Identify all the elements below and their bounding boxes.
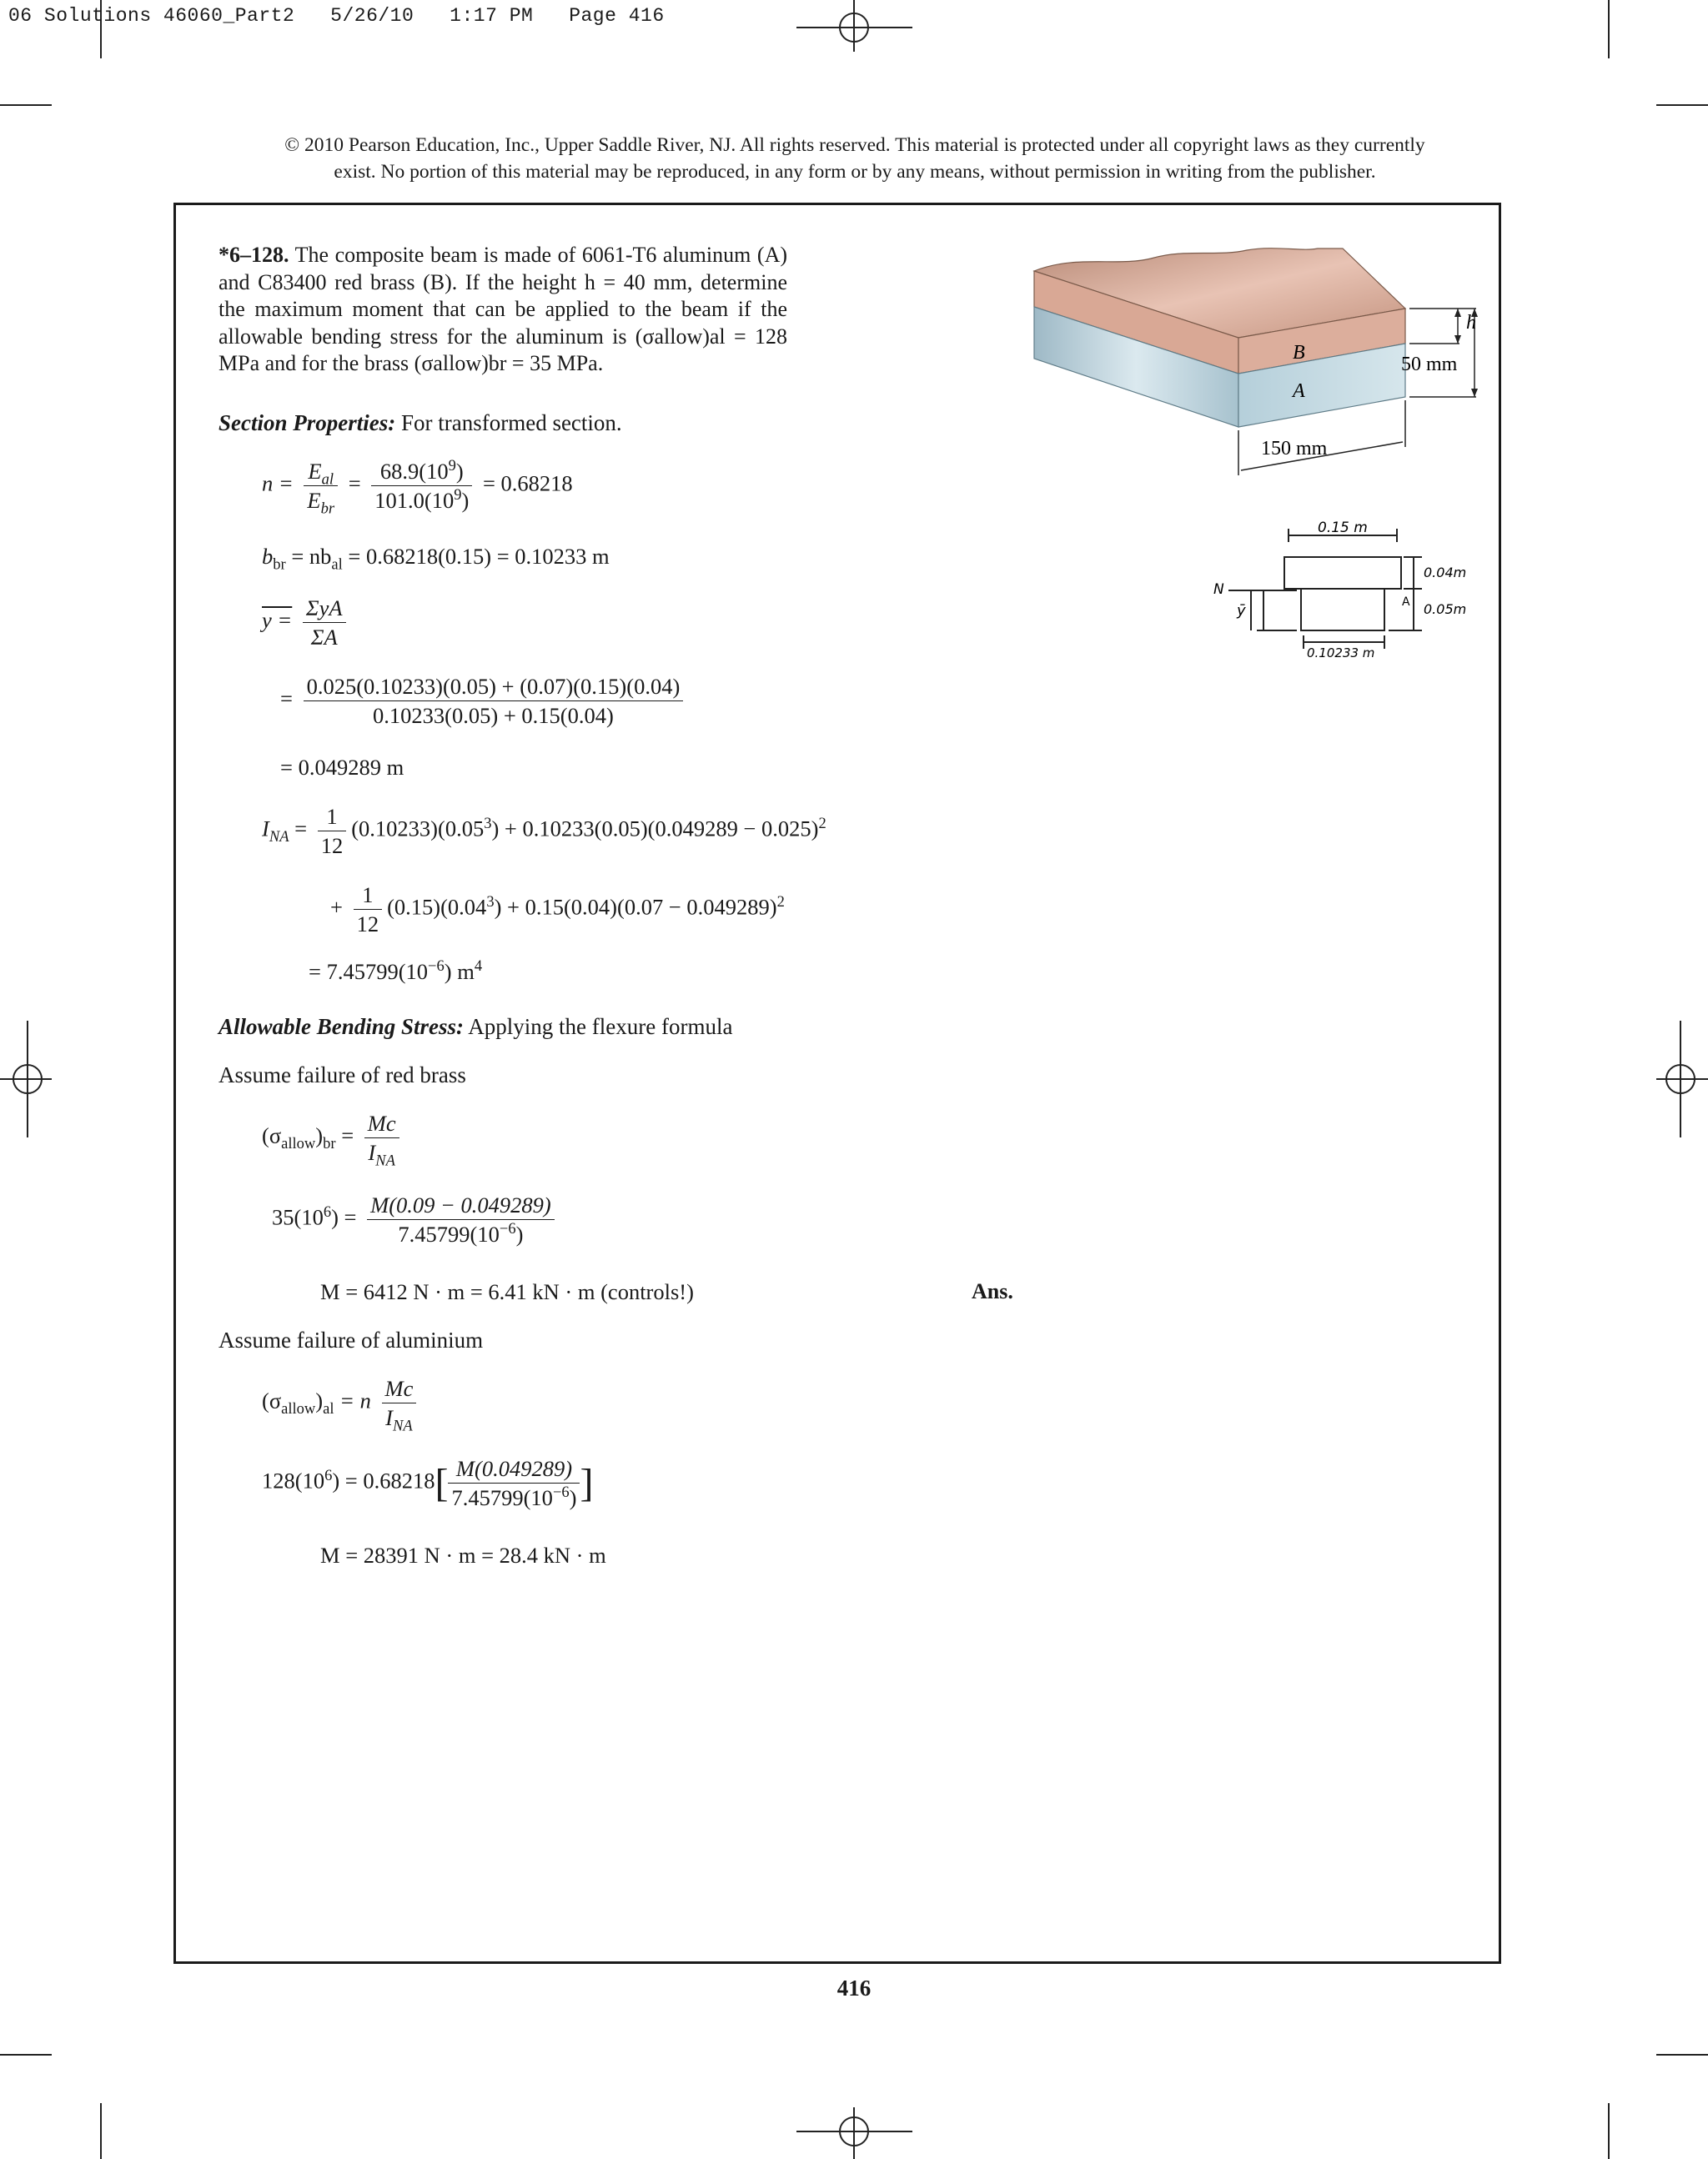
equation-brass-flexure: $(\sigma_{allow})_{br}$ = $\frac{Mc}{I_{NA}}$ [262,1109,404,1167]
equation-inertia-1: $I_{NA}$ = $\frac{1}{12}$ $(0.10233)(0.05^3) + 0.10233(0.05)(0.049289 - 0.025)^2$ [262,804,826,858]
page-number: 416 [836,1976,872,2001]
equation-centroid: y = $\frac{\text{ΣyA}}{\Sigma A}$ [262,594,351,651]
equation-brass-values: $35(10^6)$ = $\frac{M(0.09 - 0.049289)}{7.45799(10^{-6})}$ [272,1191,560,1248]
equation-transformed-width: $b_{br} = nb_{al} = 0.68218(0.15) = 0.10233$ m [262,544,610,574]
equation-inertia-result: = $7.45799(10^{-6})$ $m^4$ [309,957,483,984]
sketch-height-top: 0.04m [1424,565,1467,580]
assume-aluminium-text: Assume failure of aluminium [219,1328,484,1353]
dim-50mm: 50 mm [1401,354,1458,375]
equation-aluminium-values: $128(10^6) = 0.68218$[ $\frac{M(0.049289)}{7.45799(10^{-6})}$ ] [262,1456,594,1510]
section-sketch [1213,517,1480,663]
sketch-label-ybar: ȳ [1237,602,1246,620]
equation-aluminium-flexure: $(\sigma_{allow})_{al} = n$ $\frac{Mc}{I_{NA}}$ [262,1374,421,1432]
equation-brass-result: M = 6412 N · m = 6.41 kN · m (controls!) [320,1279,694,1304]
copyright-line-1: © 2010 Pearson Education, Inc., Upper Saddle River, NJ. All rights reserved. This material is protected under all copyright laws as they currently [284,134,1425,156]
sketch-label-a: A [1402,595,1410,609]
sketch-width-top: 0.15 m [1318,520,1368,536]
answer-label: Ans. [972,1279,1013,1303]
sketch-label-n: N [1213,581,1224,598]
beam-figure [1026,233,1493,488]
problem-text: The composite beam is made of 6061-T6 aluminum (A) and C83400 red brass (B). If the height h = 40 mm, determine the maximum moment that can be applied to the beam if the allowable bending stress for the aluminum is (σallow)al = 128 MPa and for the brass (σallow)br = 35 MPa. [219,243,788,375]
section-properties-heading: Section Properties: For transformed section. [219,410,622,435]
sketch-width-bottom: 0.10233 m [1307,645,1375,659]
label-h: h [1466,312,1476,334]
problem-statement [219,242,787,378]
allowable-stress-heading: Allowable Bending Stress: Applying the flexure formula [219,1014,733,1039]
equation-aluminium-result: M = 28391 N · m = 28.4 kN · m [320,1543,606,1568]
print-header: 06 Solutions 46060_Part2 5/26/10 1:17 PM Page 416 [8,5,665,27]
label-a: A [1293,380,1305,402]
equation-inertia-2: + $\frac{1}{12}$ $(0.15)(0.04^3) + 0.15(0.04)(0.07 - 0.049289)^2$ [330,882,785,936]
copyright-line-2: exist. No portion of this material may be reproduced, in any form or by any means, without permission in writing from the publisher. [334,161,1376,183]
assume-brass-text: Assume failure of red brass [219,1062,466,1087]
copyright-notice [217,132,1493,185]
equation-centroid-values: = $\frac{0.025(0.10233)(0.05) + (0.07)(0.15)(0.04)}{0.10233(0.05) + 0.15(0.04)}$ [280,672,688,730]
dim-150mm: 150 mm [1261,438,1328,459]
sketch-height-bottom: 0.05m [1424,601,1467,617]
equation-modular-ratio: n = $\frac{E_{al}}{E_{br}}$ = $\frac{68.9(10^9)}{101.0(10^9)}$ = 0.68218 [262,457,573,518]
equation-centroid-result: = 0.049289 m [280,755,404,780]
beam-illustration [1026,233,1493,484]
problem-number: *6–128. [219,243,289,267]
label-b: B [1293,342,1305,364]
transformed-section-drawing [1213,517,1480,659]
